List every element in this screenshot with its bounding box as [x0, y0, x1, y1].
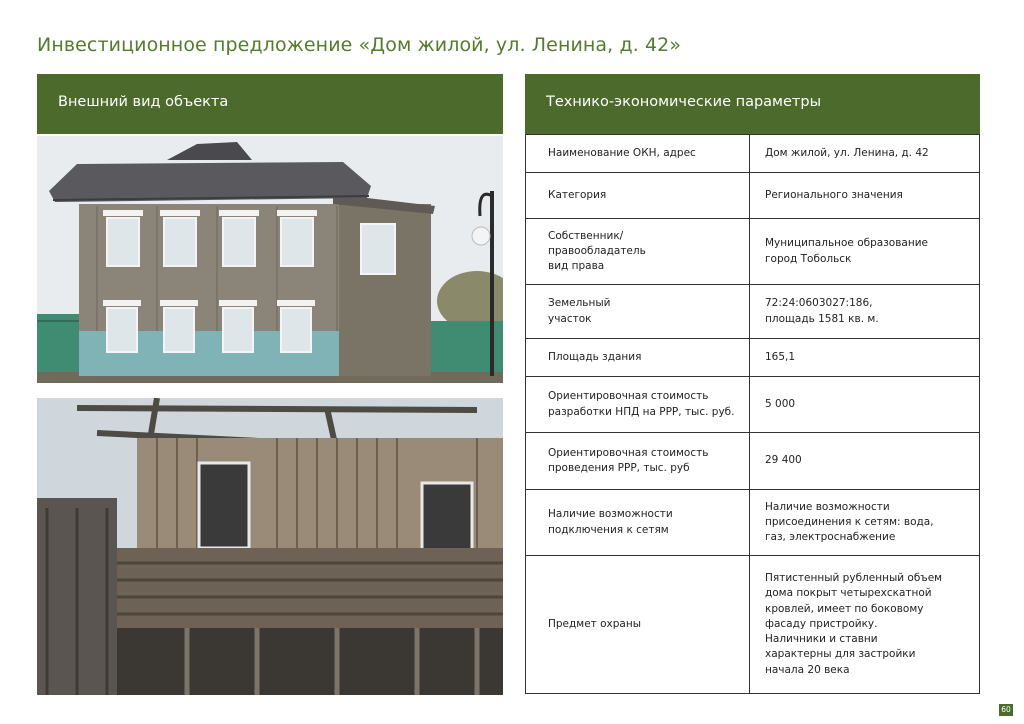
param-label: Наименование ОКН, адрес — [526, 135, 750, 173]
param-label: Предмет охраны — [526, 556, 750, 694]
param-value: 72:24:0603027:186, площадь 1581 кв. м. — [750, 285, 980, 339]
exterior-view-header — [37, 74, 503, 134]
param-label: Наличие возможности подключения к сетям — [526, 490, 750, 556]
param-label: Площадь здания — [526, 339, 750, 377]
table-row — [526, 285, 980, 339]
param-value: 5 000 — [750, 377, 980, 433]
parameters-header — [525, 74, 980, 134]
table-row — [526, 377, 980, 433]
param-value: Регионального значения — [750, 173, 980, 219]
param-label: Ориентировочная стоимость разработки НПД на РРР, тыс. руб. — [526, 377, 750, 433]
param-value: 165,1 — [750, 339, 980, 377]
exterior-view-header-label: Внешний вид объекта — [58, 94, 229, 110]
param-value: Дом жилой, ул. Ленина, д. 42 — [750, 135, 980, 173]
table-row — [526, 339, 980, 377]
param-label: Ориентировочная стоимость проведения РРР, тыс. руб — [526, 433, 750, 490]
table-row — [526, 135, 980, 173]
param-label: Земельный участок — [526, 285, 750, 339]
page-number: 60 — [999, 704, 1013, 716]
param-value: Наличие возможности присоединения к сетям: вода, газ, электроснабжение — [750, 490, 980, 556]
table-row — [526, 490, 980, 556]
param-label: Категория — [526, 173, 750, 219]
house-ruin-photo — [37, 398, 503, 695]
table-row — [526, 433, 980, 490]
parameters-header-label: Технико-экономические параметры — [546, 94, 822, 110]
param-label: Собственник/ правообладатель вид права — [526, 219, 750, 285]
param-value: Пятистенный рубленный объем дома покрыт четырехскатной кровлей, имеет по боковому фасаду пристройку. Наличники и ставни характерны для застройки начала 20 века — [750, 556, 980, 694]
table-row — [526, 219, 980, 285]
table-row — [526, 556, 980, 694]
table-row — [526, 173, 980, 219]
parameters-table — [525, 134, 980, 694]
page-title: Инвестиционное предложение «Дом жилой, ул. Ленина, д. 42» — [37, 34, 682, 56]
param-value: 29 400 — [750, 433, 980, 490]
param-value: Муниципальное образование город Тобольск — [750, 219, 980, 285]
house-facade-photo — [37, 136, 503, 383]
